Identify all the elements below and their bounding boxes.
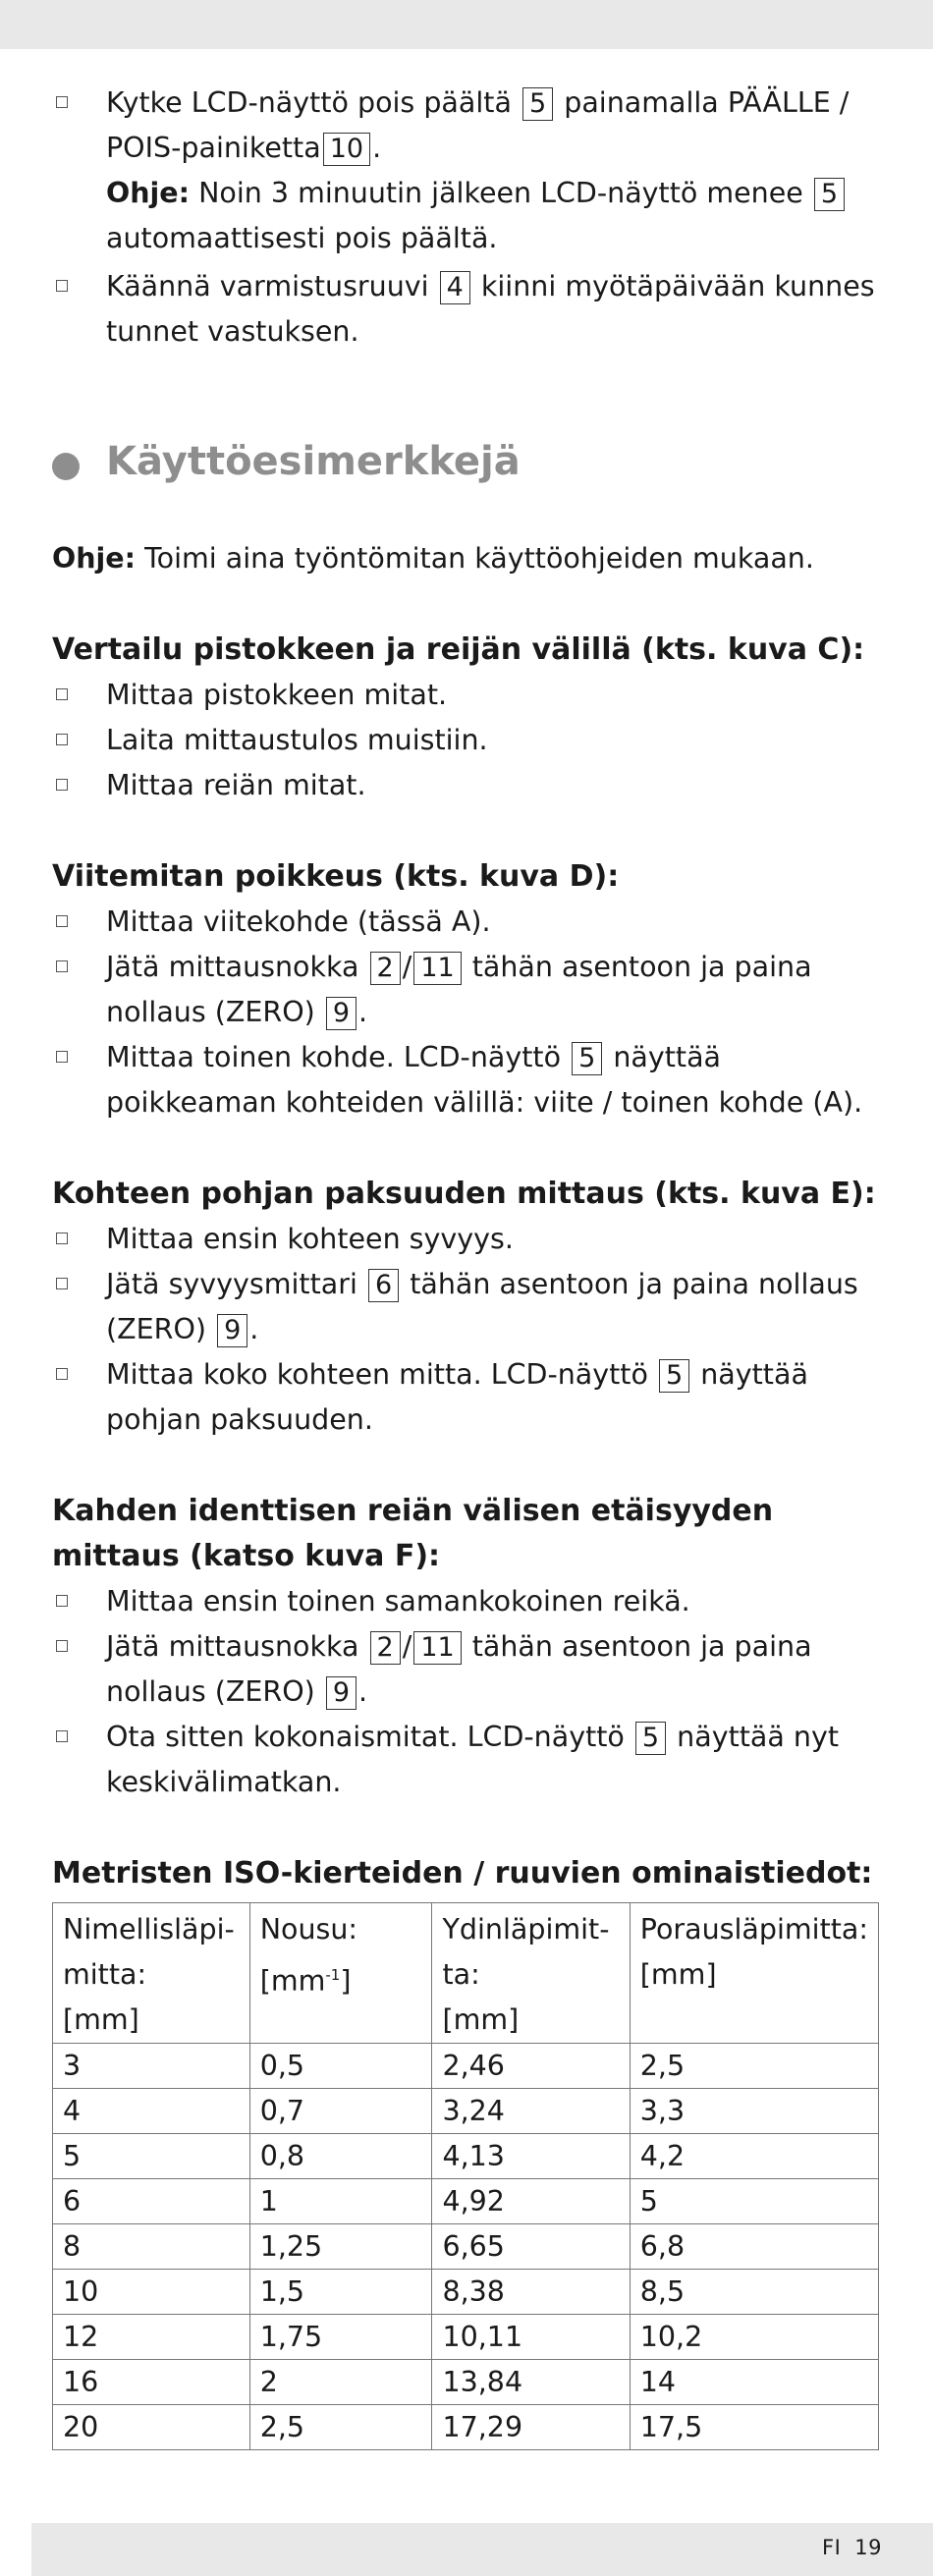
item-text: . <box>358 1675 368 1708</box>
heading-line: mittaus (katso kuva F): <box>52 1539 441 1573</box>
table-cell: 13,84 <box>432 2360 630 2405</box>
header-line: [mm] <box>63 2003 139 2036</box>
separator: / <box>402 1630 412 1663</box>
table-cell: 16 <box>53 2360 250 2405</box>
item-text: näyttää pohjan paksuuden. <box>106 1358 808 1436</box>
footer-language: FI <box>821 2536 842 2559</box>
note-label: Ohje: <box>106 177 191 209</box>
section-title <box>52 439 521 484</box>
list-item <box>52 900 887 945</box>
item-text: Käännä varmistusruuvi <box>106 270 429 302</box>
part-number-box: 10 <box>323 133 370 166</box>
table-cell: 8 <box>53 2224 250 2270</box>
table-row <box>53 2224 879 2270</box>
item-text: Jätä mittausnokka <box>106 951 359 983</box>
item-text: painamalla PÄÄLLE / POIS-painiketta <box>106 86 850 164</box>
list-item <box>52 1262 887 1352</box>
spec-table <box>52 1902 879 2450</box>
table-cell: 3,3 <box>630 2089 878 2134</box>
part-number-box: 5 <box>635 1722 666 1755</box>
list-item <box>52 1624 887 1715</box>
table-cell: 14 <box>630 2360 878 2405</box>
checkbox-square-icon <box>56 1640 68 1652</box>
item-text: Laita mittaustulos muistiin. <box>106 724 488 756</box>
item-text: Mittaa ensin toinen samankokoinen reikä. <box>106 1585 690 1617</box>
subsection-heading <box>52 1489 773 1579</box>
table-cell: 1,25 <box>249 2224 432 2270</box>
heading-line: Kahden identtisen reiän välisen etäisyyden <box>52 1494 774 1528</box>
table-cell: 10,11 <box>432 2315 630 2360</box>
table-header-cell <box>249 1903 432 2044</box>
subsection-heading: Kohteen pohjan paksuuden mittaus (kts. kuva E): <box>52 1177 876 1211</box>
part-number-box: 2 <box>370 952 401 985</box>
table-cell: 20 <box>53 2405 250 2450</box>
table-cell: 17,29 <box>432 2405 630 2450</box>
item-text: kiinni myötäpäivään kunnes tunnet vastuksen. <box>106 270 875 348</box>
header-line: ] <box>340 1964 352 1998</box>
bottom-band <box>0 2523 933 2576</box>
part-number-box: 9 <box>326 1676 357 1710</box>
table-title: Metristen ISO-kierteiden / ruuvien ominaistiedot: <box>52 1856 873 1891</box>
header-line: Porausläpimitta: <box>639 1913 868 1946</box>
list-item <box>52 673 887 718</box>
list-item <box>52 81 887 261</box>
part-number-box: 11 <box>413 1631 461 1665</box>
item-text: Kytke LCD-näyttö pois päältä <box>106 86 512 119</box>
item-text: Mittaa ensin kohteen syvyys. <box>106 1223 514 1255</box>
item-text: automaattisesti pois päältä. <box>106 222 498 254</box>
table-cell: 0,8 <box>249 2134 432 2179</box>
table-cell: 0,7 <box>249 2089 432 2134</box>
item-text: näyttää nyt keskivälimatkan. <box>106 1721 840 1798</box>
list-item <box>52 1217 887 1262</box>
checkbox-square-icon <box>56 688 68 700</box>
table-cell: 4 <box>53 2089 250 2134</box>
table-row <box>53 2179 879 2224</box>
header-line: mitta: <box>63 1958 147 1991</box>
part-number-box: 5 <box>814 178 845 211</box>
item-text: Mittaa reiän mitat. <box>106 769 366 801</box>
table-row <box>53 2360 879 2405</box>
part-number-box: 5 <box>659 1359 689 1393</box>
list-item <box>52 1579 887 1624</box>
checkbox-square-icon <box>56 280 68 292</box>
section-title-text: Käyttöesimerkkejä <box>106 439 521 484</box>
top-band <box>0 0 933 49</box>
list-item <box>52 945 887 1035</box>
table-header-cell <box>53 1903 250 2044</box>
list-item <box>52 718 887 763</box>
table-cell: 10 <box>53 2270 250 2315</box>
item-text: tähän asentoon ja paina nollaus (ZERO) <box>106 951 812 1028</box>
list-item <box>52 1352 887 1443</box>
item-text: Mittaa viitekohde (tässä A). <box>106 905 491 938</box>
table-cell: 2,5 <box>630 2044 878 2089</box>
table-header-cell <box>432 1903 630 2044</box>
note <box>52 536 814 581</box>
table-cell: 12 <box>53 2315 250 2360</box>
table-header-cell <box>630 1903 878 2044</box>
bottom-white-tab <box>0 2523 31 2576</box>
checkbox-square-icon <box>56 1233 68 1244</box>
checkbox-square-icon <box>56 1278 68 1289</box>
table-cell: 1,5 <box>249 2270 432 2315</box>
checkbox-square-icon <box>56 734 68 745</box>
item-text: . <box>358 996 368 1028</box>
table-cell: 1 <box>249 2179 432 2224</box>
part-number-box: 9 <box>326 997 357 1030</box>
table-row <box>53 2315 879 2360</box>
checkbox-square-icon <box>56 1730 68 1742</box>
table-cell: 3,24 <box>432 2089 630 2134</box>
subsection-heading: Viitemitan poikkeus (kts. kuva D): <box>52 859 620 894</box>
checkbox-square-icon <box>56 915 68 927</box>
page-number: 19 <box>854 2536 882 2559</box>
list-item <box>52 1035 887 1125</box>
table-cell: 5 <box>630 2179 878 2224</box>
header-line: Ydinläpimit- <box>442 1913 610 1946</box>
part-number-box: 2 <box>370 1631 401 1665</box>
item-text: . <box>249 1313 259 1345</box>
item-text: . <box>372 132 382 164</box>
table-row <box>53 2270 879 2315</box>
table-cell: 8,5 <box>630 2270 878 2315</box>
part-number-box: 4 <box>440 271 470 304</box>
item-text: Jätä mittausnokka <box>106 1630 359 1663</box>
table-cell: 17,5 <box>630 2405 878 2450</box>
checkbox-square-icon <box>56 96 68 108</box>
table-cell: 2,46 <box>432 2044 630 2089</box>
note-text: Toimi aina työntömitan käyttöohjeiden mukaan. <box>144 542 814 575</box>
item-text: Jätä syvyysmittari <box>106 1268 357 1300</box>
table-header-row <box>53 1903 879 2044</box>
table-row <box>53 2134 879 2179</box>
item-text: Ota sitten kokonaismitat. LCD-näyttö <box>106 1721 625 1753</box>
header-line: Nimellisläpi- <box>63 1913 235 1946</box>
page-footer <box>808 2536 882 2559</box>
item-text: tähän asentoon ja paina nollaus (ZERO) <box>106 1268 858 1345</box>
table-cell: 6 <box>53 2179 250 2224</box>
list-item <box>52 264 887 355</box>
table-cell: 6,65 <box>432 2224 630 2270</box>
table-cell: 2 <box>249 2360 432 2405</box>
list-item <box>52 1715 887 1805</box>
table-row <box>53 2089 879 2134</box>
header-line: [mm] <box>442 2003 520 2036</box>
item-text: näyttää poikkeaman kohteiden välillä: viite / toinen kohde (A). <box>106 1041 863 1119</box>
header-superscript: -1 <box>325 1966 341 1984</box>
part-number-box: 5 <box>522 87 553 121</box>
table-cell: 3 <box>53 2044 250 2089</box>
checkbox-square-icon <box>56 960 68 972</box>
header-line: ta: <box>442 1958 480 1991</box>
table-body <box>53 2044 879 2450</box>
separator: / <box>402 951 412 983</box>
part-number-box: 11 <box>413 952 461 985</box>
table-cell: 4,92 <box>432 2179 630 2224</box>
subsection-heading: Vertailu pistokkeen ja reijän välillä (kts. kuva C): <box>52 632 865 667</box>
checkbox-square-icon <box>56 779 68 791</box>
table-cell: 4,2 <box>630 2134 878 2179</box>
header-line: [mm] <box>639 1958 717 1991</box>
note-label: Ohje: <box>52 542 137 575</box>
table-row <box>53 2405 879 2450</box>
header-line: [mm <box>259 1964 326 1998</box>
list-item <box>52 763 887 808</box>
item-text: tähän asentoon ja paina nollaus (ZERO) <box>106 1630 812 1708</box>
table-cell: 10,2 <box>630 2315 878 2360</box>
part-number-box: 6 <box>368 1269 399 1302</box>
table-cell: 0,5 <box>249 2044 432 2089</box>
table-row <box>53 2044 879 2089</box>
item-text: Mittaa toinen kohde. LCD-näyttö <box>106 1041 562 1073</box>
part-number-box: 5 <box>572 1042 602 1075</box>
checkbox-square-icon <box>56 1368 68 1380</box>
table-cell: 4,13 <box>432 2134 630 2179</box>
table-cell: 6,8 <box>630 2224 878 2270</box>
item-text: Mittaa pistokkeen mitat. <box>106 679 448 711</box>
item-text: Mittaa koko kohteen mitta. LCD-näyttö <box>106 1358 648 1391</box>
checkbox-square-icon <box>56 1595 68 1607</box>
item-text: Noin 3 minuutin jälkeen LCD-näyttö menee <box>198 177 803 209</box>
table-cell: 2,5 <box>249 2405 432 2450</box>
part-number-box: 9 <box>217 1314 247 1347</box>
table-cell: 1,75 <box>249 2315 432 2360</box>
checkbox-square-icon <box>56 1051 68 1063</box>
header-line: Nousu: <box>259 1913 358 1946</box>
table-cell: 8,38 <box>432 2270 630 2315</box>
table-cell: 5 <box>53 2134 250 2179</box>
